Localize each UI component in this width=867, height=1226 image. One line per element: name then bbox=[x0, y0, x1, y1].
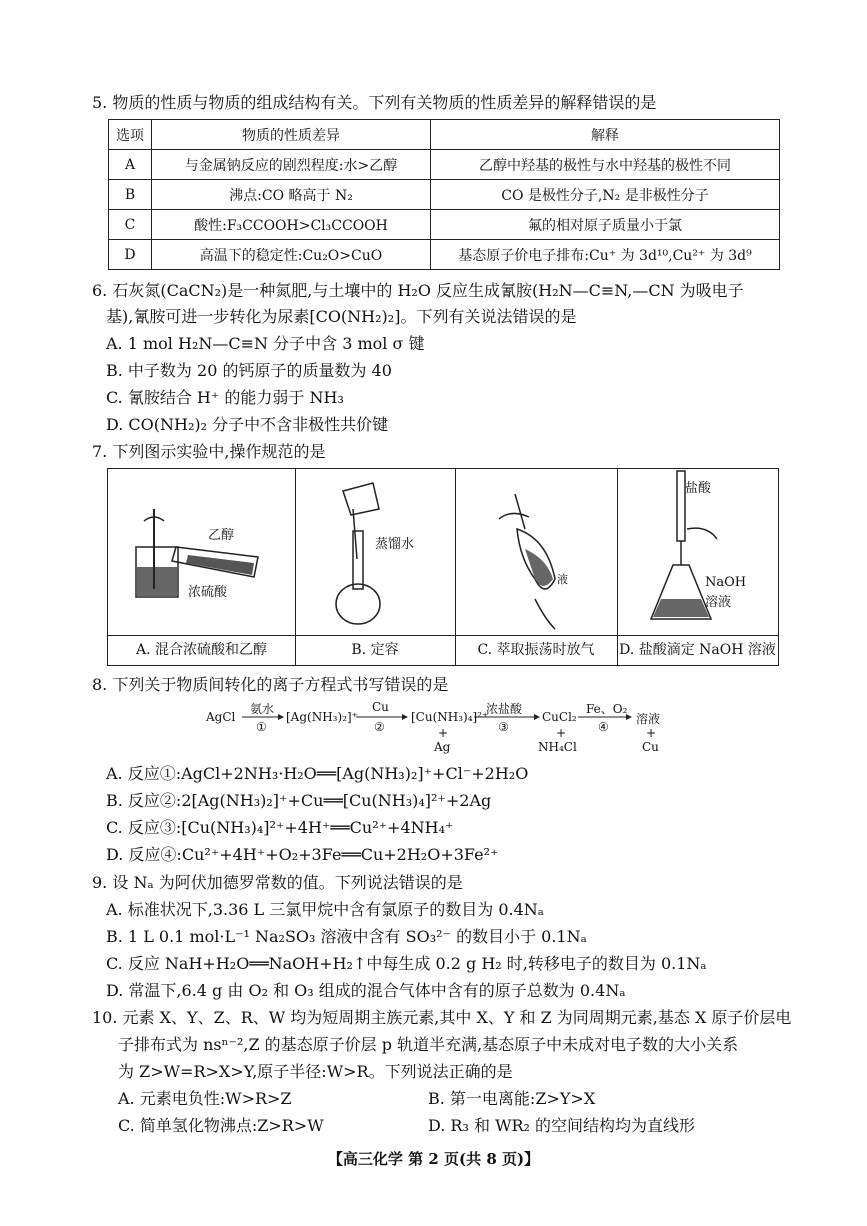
q9-stem: 9. 设 Nₐ 为阿伏加德罗常数的值。下列说法错误的是 bbox=[92, 873, 463, 892]
q9-option-d: D. 常温下,6.4 g 由 O₂ 和 O₃ 组成的混合气体中含有的原子总数为 0.4Nₐ bbox=[106, 981, 626, 1000]
table-row bbox=[109, 150, 780, 180]
col-header: 选项 bbox=[109, 120, 152, 150]
scheme-byproduct-nh4cl: NH₄Cl bbox=[538, 740, 577, 754]
scheme-cucl2: CuCl₂ bbox=[542, 710, 577, 724]
table-cell: 氟的相对原子质量小于氯 bbox=[431, 210, 780, 240]
q8-option-d: D. 反应④:Cu²⁺+4H⁺+O₂+3Fe══Cu+2H₂O+3Fe²⁺ bbox=[106, 845, 499, 864]
q6-option-a: A. 1 mol H₂N—C≡N 分子中含 3 mol σ 键 bbox=[106, 334, 425, 353]
panel-a bbox=[108, 469, 296, 665]
table-row bbox=[109, 180, 780, 210]
scheme-cu-complex: [Cu(NH₃)₄]²⁺ bbox=[411, 710, 489, 724]
scheme-step-3: ③ bbox=[498, 720, 509, 734]
panel-c bbox=[455, 469, 618, 665]
q10-stem-line2: 子排布式为 nsⁿ⁻²,Z 的基态原子价层 p 轨道半充满,基态原子中未成对电子数的大小关系 bbox=[118, 1035, 739, 1054]
scheme-plus-4: + bbox=[556, 726, 567, 740]
scheme-agcl: AgCl bbox=[206, 710, 236, 724]
table-header-row bbox=[109, 120, 780, 150]
label-liquid: 液 bbox=[557, 573, 568, 586]
table-cell: 沸点:CO 略高于 N₂ bbox=[152, 180, 431, 210]
scheme-ag-complex: [Ag(NH₃)₂]⁺ bbox=[286, 710, 358, 724]
q5-table bbox=[108, 119, 780, 270]
scheme-reagent-3: 浓盐酸 bbox=[486, 702, 523, 716]
label-naoh: NaOH bbox=[705, 575, 747, 590]
q10-option-d: D. R₃ 和 WR₂ 的空间结构均为直线形 bbox=[428, 1116, 696, 1135]
scheme-byproduct-cu: Cu bbox=[642, 740, 659, 754]
table-cell: B bbox=[109, 180, 152, 210]
q10-stem-line3: 为 Z>W=R>X>Y,原子半径:W>R。下列说法正确的是 bbox=[118, 1062, 513, 1081]
q8-option-a: A. 反应①:AgCl+2NH₃·H₂O══[Ag(NH₃)₂]⁺+Cl⁻+2H₂O bbox=[106, 764, 529, 783]
caption-c: C. 萃取振荡时放气 bbox=[455, 635, 617, 665]
caption-a: A. 混合浓硫酸和乙醇 bbox=[108, 635, 295, 665]
panel-d bbox=[617, 469, 778, 665]
q9-option-b: B. 1 L 0.1 mol·L⁻¹ Na₂SO₃ 溶液中含有 SO₃²⁻ 的数目小于 0.1Nₐ bbox=[106, 927, 587, 946]
q8-stem: 8. 下列关于物质间转化的离子方程式书写错误的是 bbox=[92, 675, 449, 694]
q6-option-d: D. CO(NH₂)₂ 分子中不含非极性共价键 bbox=[106, 415, 389, 434]
q10-stem-line1: 10. 元素 X、Y、Z、R、W 均为短周期主族元素,其中 X、Y 和 Z 为同周期元素,基态 X 原子价层电 bbox=[92, 1008, 792, 1027]
scheme-step-4: ④ bbox=[598, 720, 609, 734]
col-header: 解释 bbox=[431, 120, 780, 150]
label-conc-acid: 浓硫酸 bbox=[188, 585, 228, 600]
scheme-plus-3: + bbox=[438, 726, 449, 740]
col-header: 物质的性质差异 bbox=[152, 120, 431, 150]
q10-option-b: B. 第一电离能:Z>Y>X bbox=[428, 1089, 596, 1108]
table-cell: 基态原子价电子排布:Cu⁺ 为 3d¹⁰,Cu²⁺ 为 3d⁹ bbox=[431, 240, 780, 270]
q7-stem: 7. 下列图示实验中,操作规范的是 bbox=[92, 442, 326, 461]
table-cell: 乙醇中羟基的极性与水中羟基的极性不同 bbox=[431, 150, 780, 180]
table-cell: A bbox=[109, 150, 152, 180]
separatory-funnel-illustration bbox=[455, 469, 617, 635]
label-ethanol: 乙醇 bbox=[208, 528, 235, 543]
scheme-reagent-1: 氨水 bbox=[250, 702, 275, 716]
table-cell: C bbox=[109, 210, 152, 240]
panel-b bbox=[295, 469, 456, 665]
caption-b: B. 定容 bbox=[295, 635, 455, 665]
q9-option-a: A. 标准状况下,3.36 L 三氯甲烷中含有氯原子的数目为 0.4Nₐ bbox=[106, 900, 544, 919]
q8-option-c: C. 反应③:[Cu(NH₃)₄]²⁺+4H⁺══Cu²⁺+4NH₄⁺ bbox=[106, 818, 454, 837]
caption-d: D. 盐酸滴定 NaOH 溶液 bbox=[617, 635, 778, 665]
table-cell: 高温下的稳定性:Cu₂O>CuO bbox=[152, 240, 431, 270]
label-hcl: 盐酸 bbox=[685, 481, 712, 496]
table-cell: 与金属钠反应的剧烈程度:水>乙醇 bbox=[152, 150, 431, 180]
scheme-plus-5: + bbox=[646, 726, 657, 740]
q5-stem: 5. 物质的性质与物质的组成结构有关。下列有关物质的性质差异的解释错误的是 bbox=[92, 93, 657, 112]
scheme-solution: 溶液 bbox=[636, 712, 661, 726]
q10-option-c: C. 简单氢化物沸点:Z>R>W bbox=[118, 1116, 324, 1135]
mixing-beaker-illustration bbox=[108, 469, 295, 635]
q6-stem-line2: 基),氰胺可进一步转化为尿素[CO(NH₂)₂]。下列有关说法错误的是 bbox=[106, 307, 577, 326]
scheme-reagent-2: Cu bbox=[372, 700, 389, 714]
q10-option-a: A. 元素电负性:W>R>Z bbox=[118, 1089, 292, 1108]
label-solution: 溶液 bbox=[705, 595, 732, 610]
q8-reaction-scheme bbox=[206, 700, 686, 760]
scheme-reagent-4: Fe、O₂ bbox=[586, 702, 628, 716]
q9-option-c: C. 反应 NaH+H₂O══NaOH+H₂↑中每生成 0.2 g H₂ 时,转移电子的数目为 0.1Nₐ bbox=[106, 954, 707, 973]
table-cell: 酸性:F₃CCOOH>Cl₃CCOOH bbox=[152, 210, 431, 240]
q7-figure bbox=[107, 468, 779, 666]
q8-option-b: B. 反应②:2[Ag(NH₃)₂]⁺+Cu══[Cu(NH₃)₄]²⁺+2Ag bbox=[106, 791, 492, 810]
table-cell: D bbox=[109, 240, 152, 270]
q6-option-c: C. 氰胺结合 H⁺ 的能力弱于 NH₃ bbox=[106, 388, 344, 407]
q6-stem-line1: 6. 石灰氮(CaCN₂)是一种氮肥,与土壤中的 H₂O 反应生成氰胺(H₂N—C≡N,—CN 为吸电子 bbox=[92, 281, 744, 300]
scheme-byproduct-ag: Ag bbox=[434, 740, 451, 754]
label-distilled-water: 蒸馏水 bbox=[375, 537, 415, 552]
table-row bbox=[109, 210, 780, 240]
table-cell: CO 是极性分子,N₂ 是非极性分子 bbox=[431, 180, 780, 210]
table-row bbox=[109, 240, 780, 270]
scheme-step-2: ② bbox=[374, 720, 385, 734]
page-footer: 【高三化学 第 2 页(共 8 页)】 bbox=[327, 1150, 540, 1168]
scheme-step-1: ① bbox=[256, 720, 267, 734]
q6-option-b: B. 中子数为 20 的钙原子的质量数为 40 bbox=[106, 361, 392, 380]
volumetric-flask-illustration bbox=[295, 469, 455, 635]
